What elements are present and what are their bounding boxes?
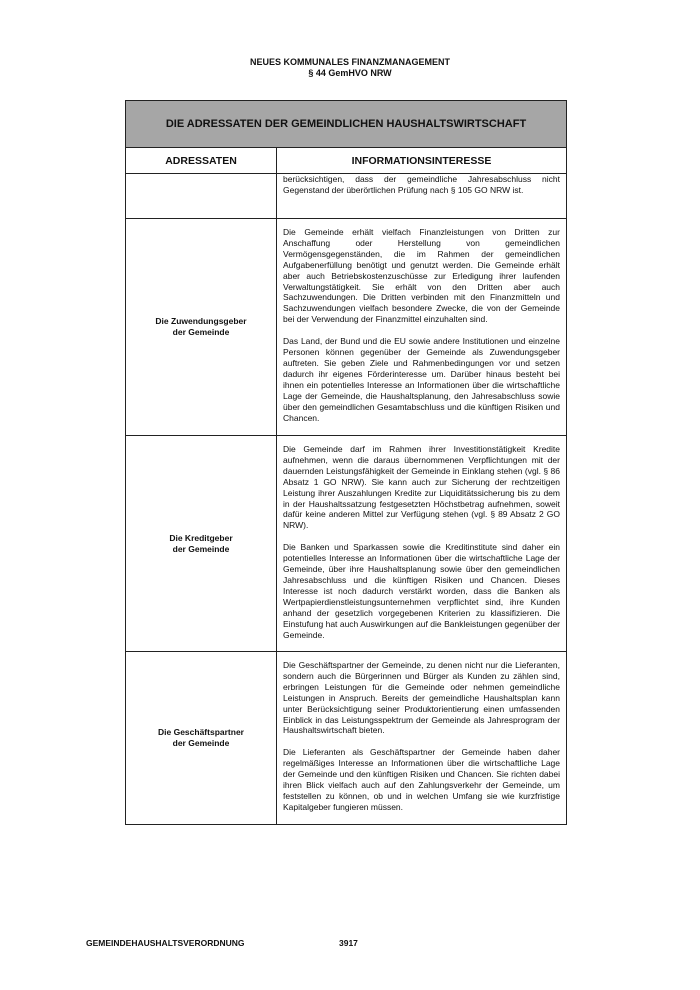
table-row-text [283, 444, 560, 640]
table-row-label: Die Geschäftspartner der Gemeinde [158, 727, 244, 748]
document-header [0, 57, 700, 79]
addressees-table [125, 100, 567, 825]
paragraph: Die Geschäftspartner der Gemeinde, zu denen nicht nur die Lieferanten, sondern auch die Bürgerinnen und Bürger als Kunden zu zählen sind, erbringen Leistungen für die Gemeinde oder nehmen gemeindliche Leistungen in Anspruch. Bereits der gemeindliche Haushaltsplan kann unter Berücksichtigung seiner Produktorientierung einen umfassenden Einblick in das Leistungsspektrum der Gemeinde als Jahresprogram der Haushaltswirtschaft bieten. [283, 660, 560, 736]
footer-title: GEMEINDEHAUSHALTSVERORDNUNG [86, 938, 245, 948]
paragraph: Die Gemeinde erhält vielfach Finanzleistungen von Dritten zur Anschaffung oder Herstellung von gemeindlichen Vermögensgegenständen, die im Rahmen der gemeindlichen Aufgabenerfüllung benötigt und genutzt werden. Die Gemeinde erhält aber auch Betriebskostenzuschüsse zur Erledigung ihrer laufenden Verwaltungstätigkeit. Sie erhält von den Dritten aber auch Sachzuwendungen. Die Dritten verbinden mit den Finanzmitteln und Sachzuwendungen vielfach besondere Zwecke, die von der Gemeinde bei der Verwendung der Finanzmittel einzuhalten sind. [283, 227, 560, 325]
column-header-information-interest: INFORMATIONSINTERESSE [351, 154, 492, 167]
paragraph: berücksichtigen, dass der gemeindliche Jahresabschluss nicht Gegenstand der überörtlichen Prüfung nach § 105 GO NRW ist. [283, 174, 560, 195]
table-row-text [283, 660, 560, 813]
table-row-label: Die Kreditgeber der Gemeinde [169, 532, 233, 554]
paragraph: Die Banken und Sparkassen sowie die Kreditinstitute sind daher ein potentielles Interesse an Informationen über die wirtschaftliche Lage der Gemeinde, über ihre Haushaltsplanung sowie über den gemeindlichen Jahresabschluss und die künftigen Risiken und Chancen. Dieses Interesse ist noch dadurch verstärkt worden, dass die Banken als Wertpapierdienstleistungsunternehmen verpflichtet sind, ihre Kunden anhand der gesetzlich vorgegebenen Kriterien zu klassifizieren. Die Einstufung hat auch Auswirkungen auf die Bankleistungen gegenüber der Gemeinde. [283, 542, 560, 640]
header-title: NEUES KOMMUNALES FINANZMANAGEMENT [250, 57, 450, 67]
paragraph: Die Lieferanten als Geschäftspartner der Gemeinde haben daher regelmäßiges Interesse an Informationen über die wirtschaftliche Lage der Gemeinde und den künftigen Risiken und Chancen. Sie richten dabei ihren Blick vielfach auch auf den Zahlungsverkehr der Gemeinde, um feststellen zu können, ob und in welchen Umfang sie wie kurzfristige Kapitalgeber fungieren müssen. [283, 747, 560, 812]
column-header-addressees: ADRESSATEN [165, 154, 237, 167]
table-row-label [126, 174, 276, 218]
table-row-text [283, 174, 560, 196]
paragraph: Das Land, der Bund und die EU sowie andere Institutionen und einzelne Personen können gegenüber der Gemeinde als Zuwendungsgeber auftreten. Sie geben Ziele und Rahmenbedingungen vor und setzen dadurch ihr eigenes Förderinteresse um. Darüber hinaus besteht bei ihnen ein potentielles Interesse an Informationen über die wirtschaftliche Lage der Gemeinde, die Haushaltsplanung, den Jahresabschluss sowie über den gemeindlichen Gesamtabschluss und die künftigen Risiken und Chancen. [283, 336, 560, 423]
header-section: § 44 GemHVO NRW [308, 68, 392, 78]
table-row-text [283, 227, 560, 423]
table-title: DIE ADRESSATEN DER GEMEINDLICHEN HAUSHALTSWIRTSCHAFT [126, 101, 566, 148]
paragraph: Die Gemeinde darf im Rahmen ihrer Investitionstätigkeit Kredite aufnehmen, wenn die daraus übernommenen Verpflichtungen mit der dauernden Leistungsfähigkeit der Gemeinde in Einklang stehen (vgl. § 86 Absatz 1 GO NRW). Sie kann auch zur Sicherung der rechtzeitigen Leistung ihrer Auszahlungen Kredite zur Liquiditätssicherung bis zu dem in der Haushaltssatzung festgesetzten Höchstbetrag aufnehmen, soweit dafür keine anderen Mittel zur Verfügung stehen (vgl. § 89 Absatz 2 GO NRW). [283, 444, 560, 531]
page-number: 3917 [339, 938, 358, 948]
table-row-label: Die Zuwendungsgeber der Gemeinde [155, 316, 247, 337]
column-divider [276, 148, 277, 824]
